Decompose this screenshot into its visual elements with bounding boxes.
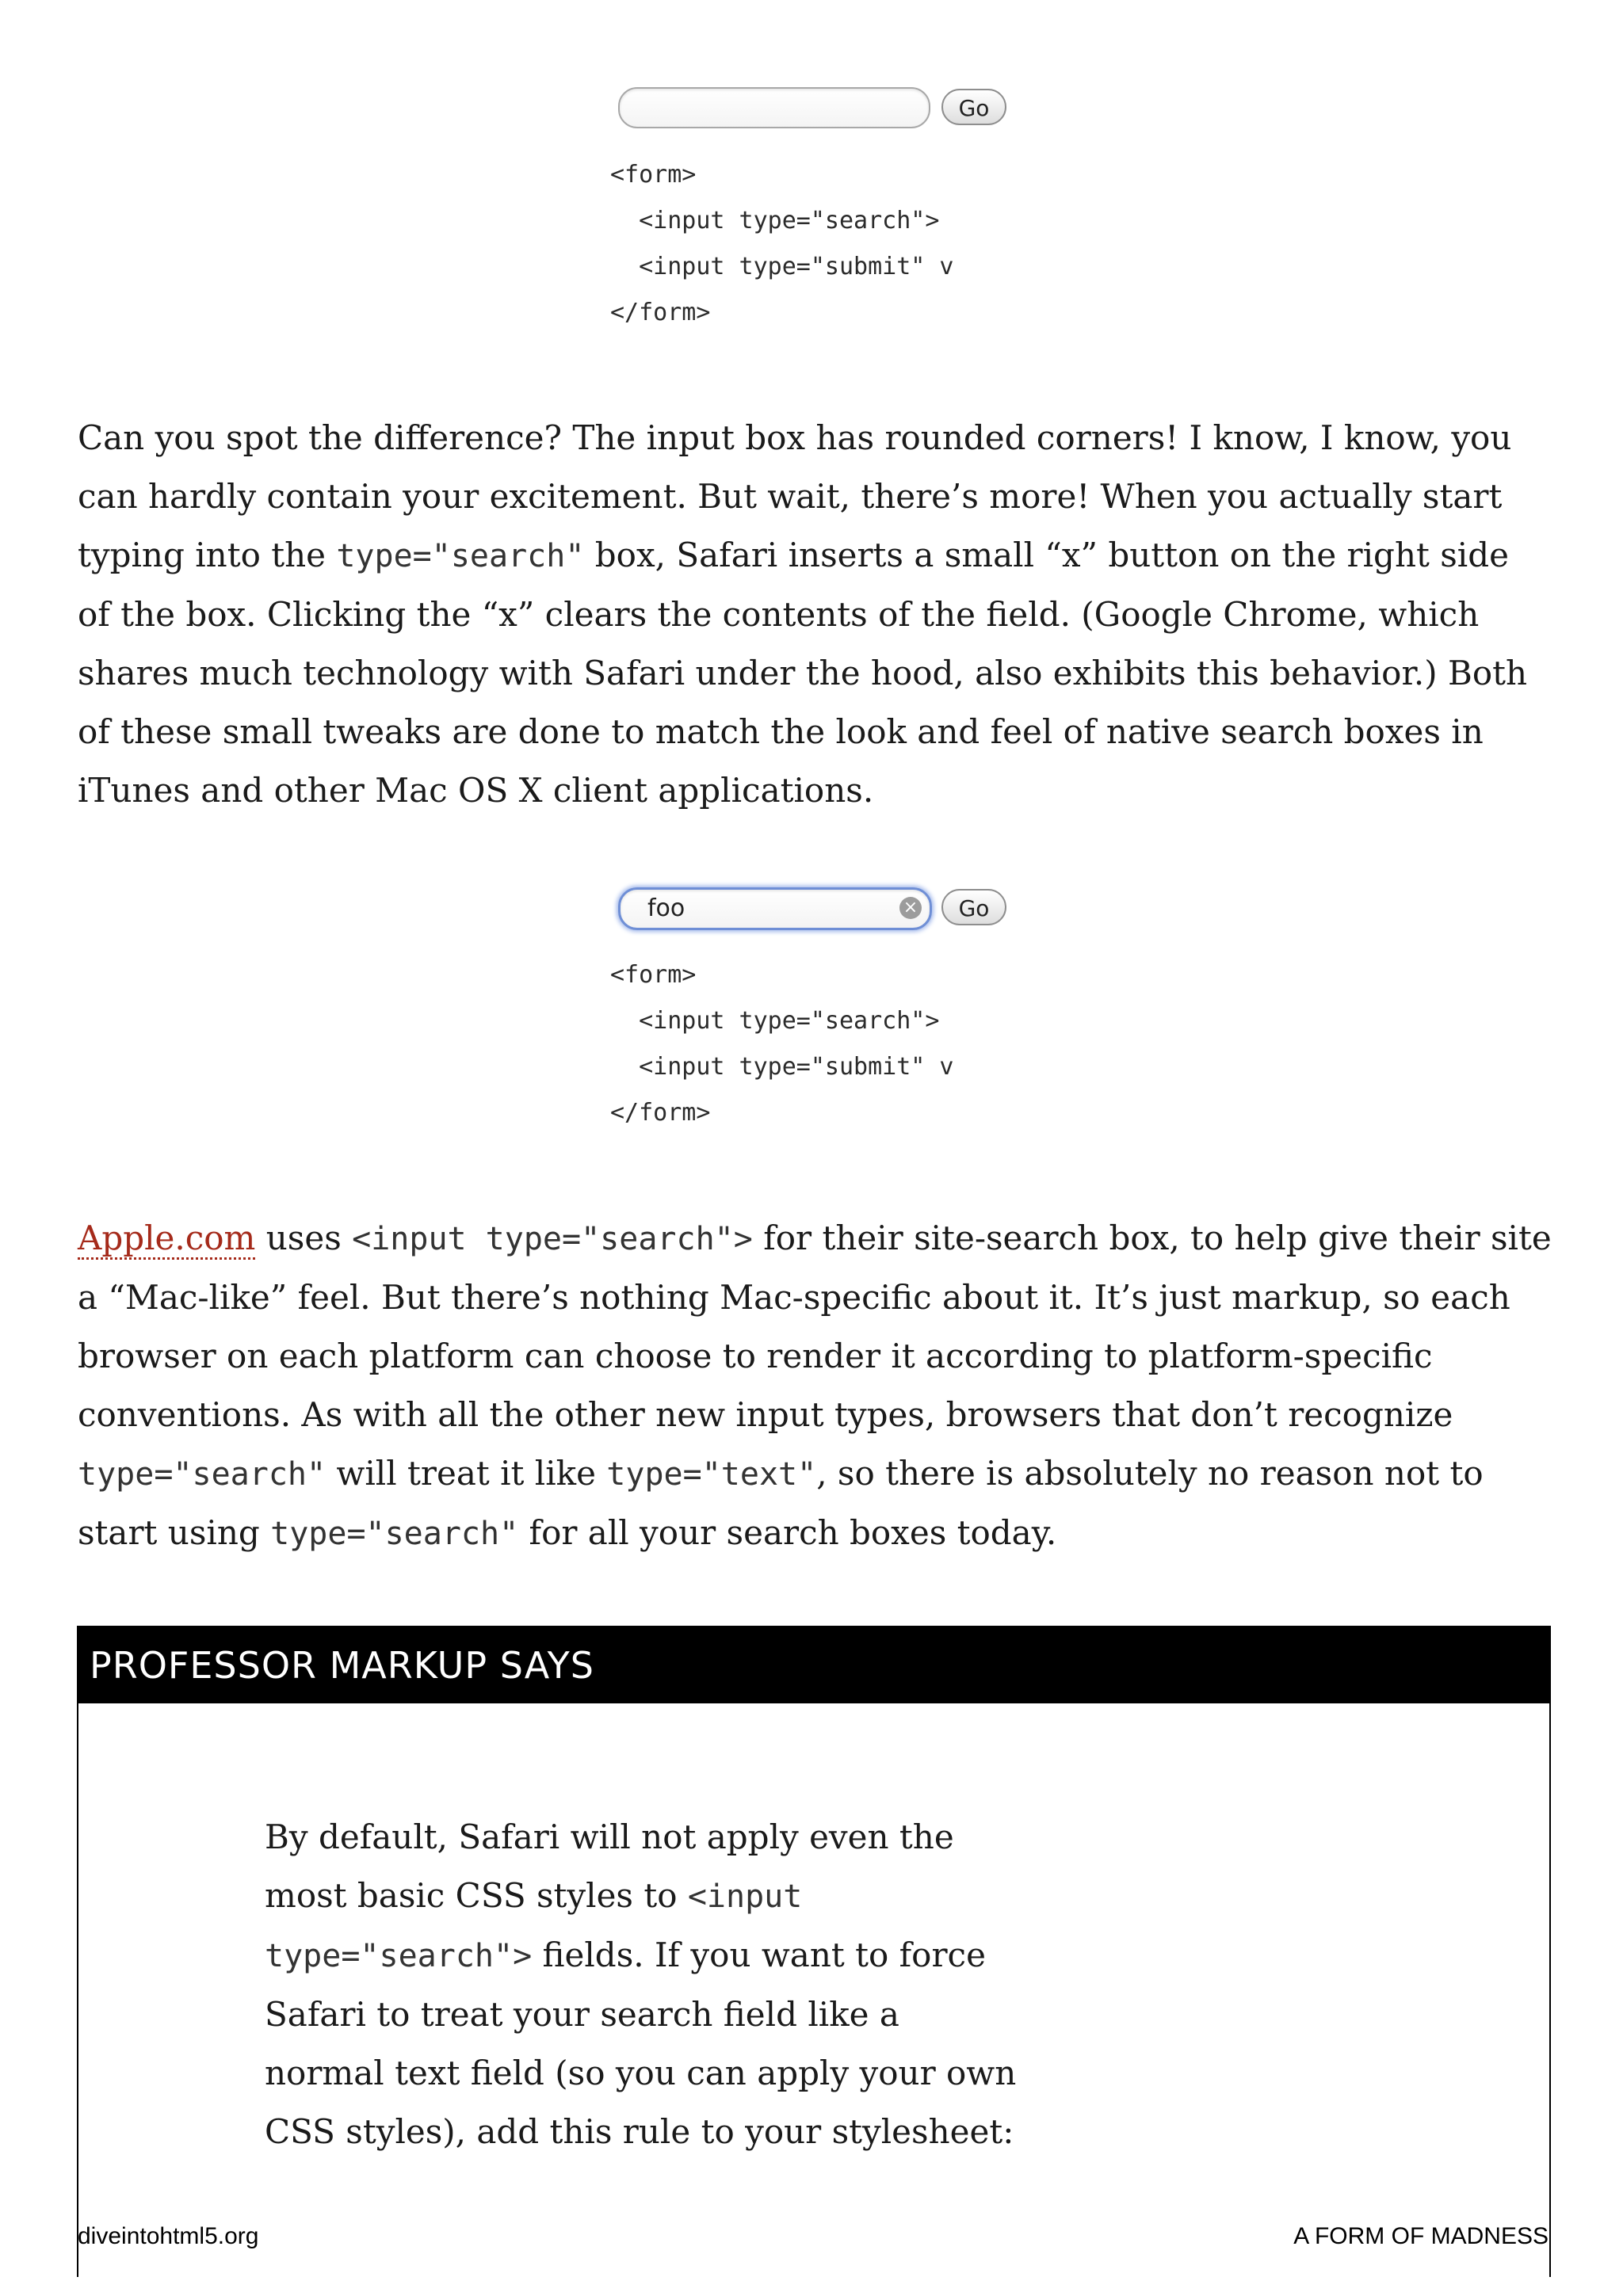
professor-markup-sidebar bbox=[77, 1626, 1551, 2277]
inline-code: type="search" bbox=[270, 1516, 519, 1552]
code-line: <input type="search"> bbox=[610, 1007, 940, 1035]
code-line: </form> bbox=[610, 299, 711, 326]
text: for all your search boxes today. bbox=[518, 1513, 1057, 1552]
sidebar-text bbox=[265, 1808, 1025, 2161]
text: Can you spot the difference? The input box has rounded corners! I know, I know, you can hardly contain your excitement. But wait, there’s more! When you actually start typing into the bbox=[78, 418, 1512, 574]
inline-code: <input type="search"> bbox=[352, 1221, 753, 1257]
sidebar-title: PROFESSOR MARKUP SAYS bbox=[78, 1627, 1549, 1703]
text: , so there is absolutely no reason not to start using bbox=[78, 1454, 1484, 1552]
clear-icon[interactable]: × bbox=[899, 897, 922, 919]
text: will treat it like bbox=[326, 1454, 607, 1493]
search-input[interactable] bbox=[618, 87, 930, 128]
search-input-value: foo bbox=[647, 894, 685, 922]
code-line: <input type="submit" v bbox=[610, 1053, 954, 1081]
code-line: </form> bbox=[610, 1099, 711, 1127]
search-figure-empty bbox=[610, 79, 1022, 349]
footer-site: diveintohtml5.org bbox=[78, 2223, 259, 2249]
code-sample bbox=[610, 952, 1022, 1142]
code-sample bbox=[610, 152, 1022, 342]
code-line: <form> bbox=[610, 161, 697, 189]
text: fields. If you want to force Safari to treat your search field like a normal text field (so you can apply your own CSS styles), add this rule to your stylesheet: bbox=[265, 1936, 1017, 2151]
search-figure-typed bbox=[610, 879, 1022, 1149]
text: box, Safari inserts a small “x” button on the right side of the box. Clicking the “x” clears the contents of the field. (Google Chrome, which shares much technology with Safari under the hood, also exhibits this behavior.) Both of these small tweaks are done to match the look and feel of native search boxes in iTunes and other Mac OS X client applications. bbox=[78, 536, 1528, 810]
code-line: <input type="submit" v bbox=[610, 253, 954, 280]
text: for their site-search box, to help give their site a “Mac-like” feel. But there’s nothing Mac-specific about it. It’s just markup, so each browser on each platform can choose to render it according to platform-specific conventions. As with all the other new input types, browsers that don’t recognize bbox=[78, 1219, 1552, 1434]
paragraph-spot-difference bbox=[78, 409, 1552, 820]
inline-code: type="search" bbox=[336, 538, 585, 574]
text: uses bbox=[255, 1219, 353, 1257]
paragraph-apple-com bbox=[78, 1209, 1552, 1563]
text: By default, Safari will not apply even the most basic CSS styles to bbox=[265, 1817, 954, 1915]
code-line: <input type="search"> bbox=[610, 207, 940, 235]
inline-code: <input type="search"> bbox=[265, 1878, 803, 1974]
inline-code: type="search" bbox=[78, 1456, 327, 1493]
inline-code: type="text" bbox=[606, 1456, 817, 1493]
search-input[interactable] bbox=[618, 887, 932, 930]
go-button[interactable]: Go bbox=[941, 889, 1006, 925]
apple-com-link[interactable]: Apple.com bbox=[78, 1219, 255, 1260]
code-line: <form> bbox=[610, 961, 697, 989]
footer-chapter: A FORM OF MADNESS bbox=[1293, 2223, 1549, 2249]
go-button[interactable]: Go bbox=[941, 89, 1006, 125]
